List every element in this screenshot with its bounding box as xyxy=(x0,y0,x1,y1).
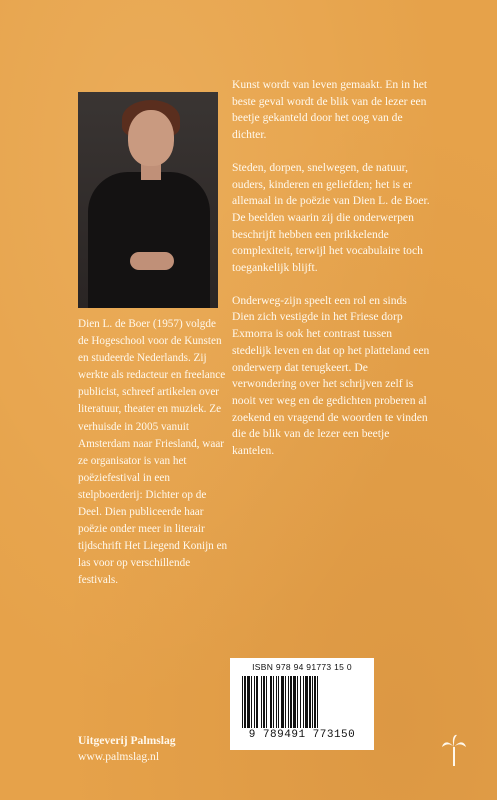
blurb-paragraph: Steden, dorpen, snelwegen, de natuur, ouders, kinderen en geliefden; het is er allemaal in de poëzie van Dien L. de Boer. De beelden waarin zij die onderwerpen beschrijft hebben een prikkelende complexiteit, terwijl het vocabulaire toch toegankelijk blijft. xyxy=(232,160,430,275)
blurb-paragraph: Onderweg-zijn speelt een rol en sinds Dien zich vestigde in het Friese dorp Exmorra is ook het contrast tussen stedelijk leven en dat op het platteland een onderwerp dat terugkeert. De verwondering over het schrijven zelf is nooit ver weg en de gedichten proberen al zoekend en vragend de woorden te vinden die de blik van de lezer een beetje kantelen. xyxy=(232,293,430,458)
publisher-website: www.palmslag.nl xyxy=(78,750,160,763)
back-cover-blurb xyxy=(232,77,432,476)
publisher-info xyxy=(78,733,176,765)
author-bio: Dien L. de Boer (1957) volgde de Hogeschool voor de Kunsten en studeerde Nederlands. Zij werkte als redacteur en freelance publicist, schreef artikelen over literatuur, theater en muziek. Ze verhuisde in 2005 vanuit Amsterdam naar Friesland, waar ze organisator is van het poëziefestival in een stelpboerderij: Dichter op de Deel. Dien publiceerde haar poëzie onder meer in literair tijdschrift Het Liegend Konijn en las voor op verschillende festivals. xyxy=(78,318,228,587)
barcode-bars xyxy=(238,676,366,728)
publisher-name: Uitgeverij Palmslag xyxy=(78,734,176,747)
isbn-barcode xyxy=(230,658,374,750)
author-photo xyxy=(78,92,218,308)
palmslag-logo-icon xyxy=(441,733,467,767)
barcode-digits: 9 789491 773150 xyxy=(248,729,356,741)
blurb-paragraph: Kunst wordt van leven gemaakt. En in het beste geval wordt de blik van de lezer een beetje gekanteld door het oog van de dichter. xyxy=(232,78,428,142)
isbn-label: ISBN 978 94 91773 15 0 xyxy=(252,662,352,672)
